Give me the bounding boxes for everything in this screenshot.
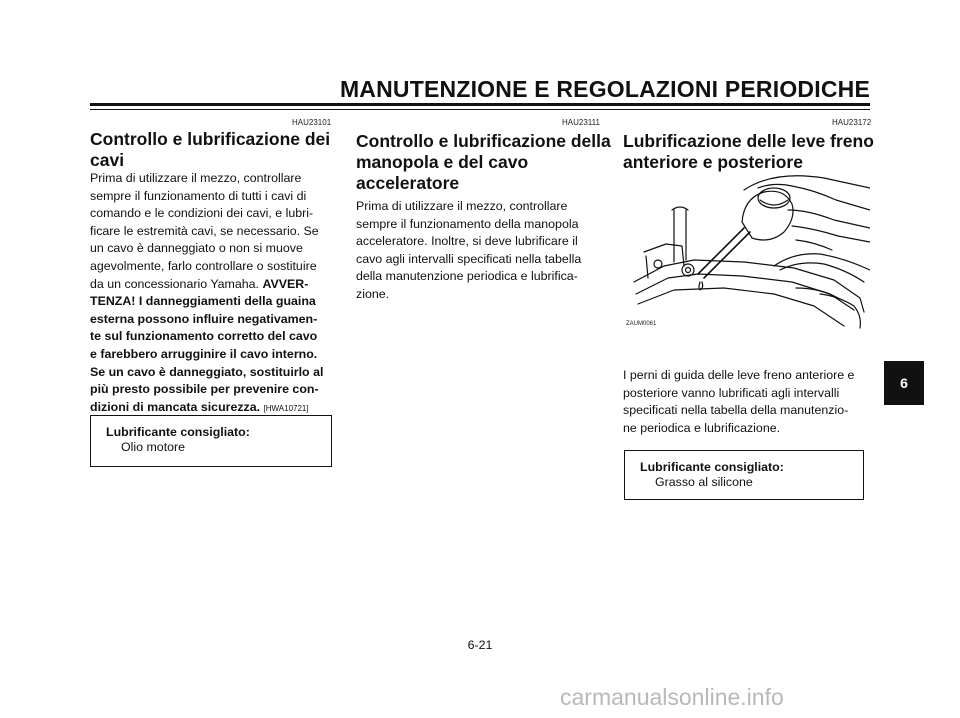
section-heading: Controllo e lubrificazione dei cavi <box>90 129 331 170</box>
illustration-code: ZAUM0061 <box>626 321 657 327</box>
lubricant-value: Olio motore <box>121 440 186 454</box>
section-body: Prima di utilizzare il mezzo, controllare sempre il funzionamento di tutti i cavi di comando e le condizioni dei cavi, e lubri- ficare le estremità cavi, se necessario. Se un cavo è danneggiato o non si muove agevolmente, farlo controllare o sostituire da un concessionario Yamaha. AVVER- TENZA! I danneggiamenti della guaina esterna possono influire negativamen- te sul funzionamento corretto del cavo e farebbero arrugginire il cavo interno. Se un cavo è danneggiato, sostituirlo al più presto possibile per prevenire con- dizioni di mancata sicurezza. [HWA10721] <box>90 170 344 417</box>
chapter-tab: 6 <box>884 361 924 405</box>
section-heading: Controllo e lubrificazione della manopola e del cavo acceleratore <box>356 131 611 193</box>
warning-text: TENZA! I danneggiamenti della guaina <box>90 294 316 309</box>
lever-lubrication-illustration <box>624 170 870 336</box>
lubricant-label: Lubrificante consigliato: <box>106 425 250 439</box>
section-heading: Lubrificazione delle leve freno anteriore e posteriore <box>623 131 874 172</box>
chapter-title: MANUTENZIONE E REGOLAZIONI PERIODICHE <box>339 76 870 102</box>
section-code: HAU23101 <box>292 118 332 127</box>
lubricant-value: Grasso al silicone <box>655 475 753 489</box>
warning-code: [HWA10721] <box>263 403 309 413</box>
section-code: HAU23172 <box>832 118 872 127</box>
header-rule-thin <box>90 109 870 110</box>
section-body: Prima di utilizzare il mezzo, controllare sempre il funzionamento della manopola acceleratore. Inoltre, si deve lubrificare il cavo agli intervalli specificati nella tabella della manutenzione periodica e lubrifica- zione. <box>356 199 582 301</box>
page-number: 6-21 <box>467 638 493 652</box>
section-code: HAU23111 <box>562 118 600 127</box>
section-body: I perni di guida delle leve freno anteriore e posteriore vanno lubrificati agli intervalli specificati nella tabella della manutenzio- ne periodica e lubrificazione. <box>623 368 855 435</box>
header-rule <box>90 103 870 106</box>
lubricant-box <box>624 450 864 500</box>
lubricant-box <box>90 415 332 467</box>
lubricant-label: Lubrificante consigliato: <box>640 460 784 474</box>
watermark: carmanualsonline.info <box>560 684 784 710</box>
